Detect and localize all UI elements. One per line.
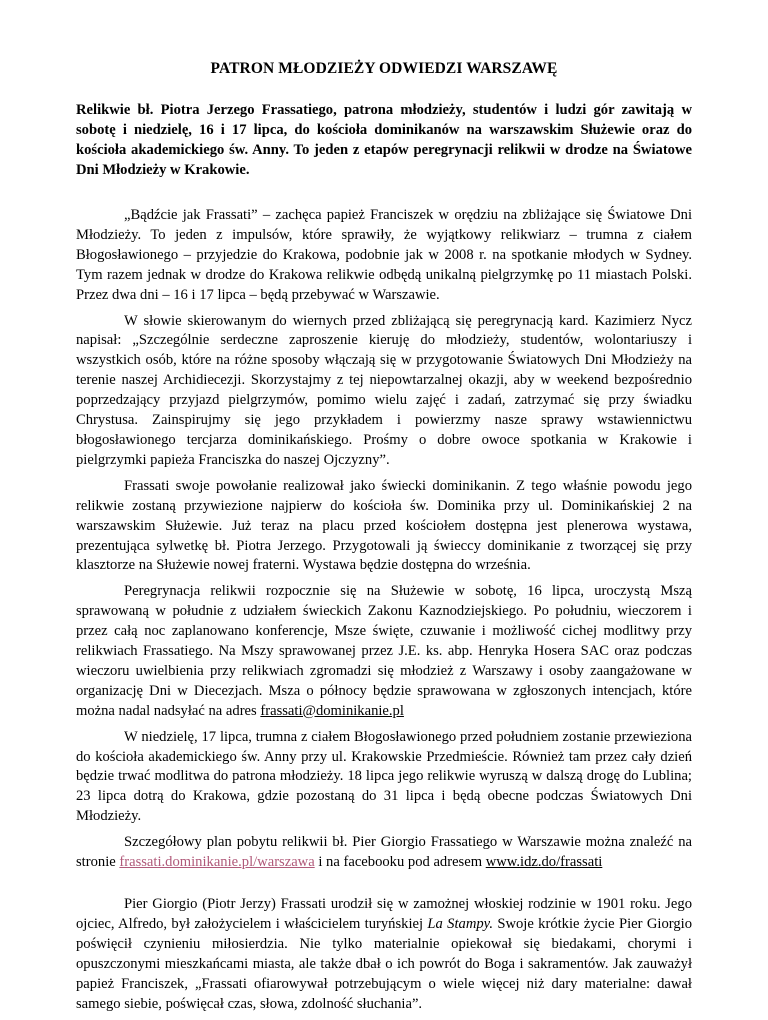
- paragraph-2: W słowie skierowanym do wiernych przed zbliżającą się peregrynacją kard. Kazimierz Nycz napisał: „Szczególnie serdeczne zaproszenie kieruję do młodzieży, studentów, wolontariuszy i wszystkich osób, które na różne sposoby włączają się w przygotowanie Światowych Dni Młodzieży na terenie naszej Archidiecezji. Skorzystajmy z tej niepowtarzalnej okazji, aby w weekend bezpośrednio poprzedzający przyjazd pielgrzymów, pomimo wielu zajęć i zadań, zatrzymać się przy świadku Chrystusa. Zainspirujmy się jego przykładem i powierzmy nasze sprawy wstawiennictwu błogosławionego tercjarza dominikańskiego. Prośmy o dobre owoce spotkania w Krakowie i pielgrzymki papieża Franciszka do naszej Ojczyzny”.: [76, 312, 692, 468]
- email-link[interactable]: frassati@dominikanie.pl: [260, 702, 404, 719]
- paragraph-1: „Bądźcie jak Frassati” – zachęca papież Franciszek w orędziu na zbliżające się Światowe Dni Młodzieży. To jeden z impulsów, które sprawiły, że wyjątkowy relikwiarz – trumna z ciałem Błogosławionego – przyjedzie do Krakowa, podobnie jak w 2008 r. na spotkanie młodych w Sydney. Tym razem jednak w drodze do Krakowa relikwie odbędą unikalną pielgrzymkę po 11 miastach Polski. Przez dwa dni – 16 i 17 lipca – będą przebywać w Warszawie.: [76, 207, 692, 303]
- la-stampa-title: La Stampy.: [427, 915, 493, 932]
- paragraph-3: Frassati swoje powołanie realizował jako świecki dominikanin. Z tego właśnie powodu jego relikwie zostaną przywiezione najpierw do kościoła św. Dominika przy ul. Dominikańskiej 2 na warszawskim Służewie. Już teraz na placu przed kościołem dostępna jest plenerowa wystawa, prezentująca sylwetkę bł. Piotra Jerzego. Przygotowali ją świeccy dominikanie z tworzącej się przy klasztorze na Służewie nowej fraterni. Wystawa będzie dostępna do września.: [76, 477, 692, 574]
- paragraph-7: [76, 895, 692, 1014]
- paragraph-6-text-b: i na facebooku pod adresem: [314, 854, 486, 871]
- paragraph-4: [76, 582, 692, 721]
- paragraph-6: [76, 833, 692, 873]
- paragraph-7-text-b: Swoje krótkie życie Pier Giorgio poświęcił czynieniu miłosierdzia. Nie tylko materialnie opiekował się biedakami, chorymi i opuszczonymi mieszkańcami miasta, ale także dbał o ich powrót do Boga i sakramentów. Jak zauważył papież Franciszek, „Frassati ofiarowywał potrzebującym o wiele więcej niż dary materialne: dawał samego siebie, poświęcał czas, słowa, zdolność słuchania”.: [76, 915, 692, 1012]
- page-title: PATRON MŁODZIEŻY ODWIEDZI WARSZAWĘ: [210, 60, 558, 77]
- lead-paragraph: Relikwie bł. Piotra Jerzego Frassatiego, patrona młodzieży, studentów i ludzi gór zawitają w sobotę i niedzielę, 16 i 17 lipca, do kościoła dominikanów na warszawskim Służewie oraz do kościoła akademickiego św. Anny. To jeden z etapów peregrynacji relikwii w drodze na Światowe Dni Młodzieży w Krakowie.: [76, 102, 692, 178]
- document-page: [76, 60, 692, 1020]
- frassati-warszawa-link[interactable]: frassati.dominikanie.pl/warszawa: [119, 854, 315, 871]
- paragraph-4-text: Peregrynacja relikwii rozpocznie się na Służewie w sobotę, 16 lipca, uroczystą Mszą sprawowaną w południe z udziałem świeckich Zakonu Kaznodziejskiego. Po południu, wieczorem i przez całą noc zaplanowano konferencje, Msze święte, czuwanie i możliwość cichej modlitwy przy relikwiach Frassatiego. Na Mszy sprawowanej przez J.E. ks. abp. Henryka Hosera SAC oraz podczas wieczoru uwielbienia przy relikwiach zgromadzi się młodzież z Warszawy i osoby zaangażowane w organizację Dni w Diecezjach. Msza o północy będzie sprawowana w zgłoszonych intencjach, które można nadal nadsyłać na adres: [76, 583, 692, 719]
- paragraph-7-text-a: Pier Giorgio (Piotr Jerzy) Frassati urodził się w zamożnej włoskiej rodzinie w 1901 roku. Jego ojciec, Alfredo, był założycielem i właścicielem turyńskiej: [76, 896, 692, 932]
- paragraph-6-text-a: Szczegółowy plan pobytu relikwii bł. Pier Giorgio Frassatiego w Warszawie można znaleźć na stronie: [76, 834, 692, 871]
- paragraph-5: W niedzielę, 17 lipca, trumna z ciałem Błogosławionego przed południem zostanie przewieziona do kościoła akademickiego św. Anny przy ul. Krakowskie Przedmieście. Również tam przez cały dzień będzie trwać modlitwa do patrona młodzieży. 18 lipca jego relikwie wyruszą w dalszą drogę do Lublina; 23 lipca dotrą do Krakowa, gdzie pozostaną do 31 lipca i będą obecne podczas Światowych Dni Młodzieży.: [76, 728, 692, 825]
- facebook-link[interactable]: www.idz.do/frassati: [485, 854, 603, 871]
